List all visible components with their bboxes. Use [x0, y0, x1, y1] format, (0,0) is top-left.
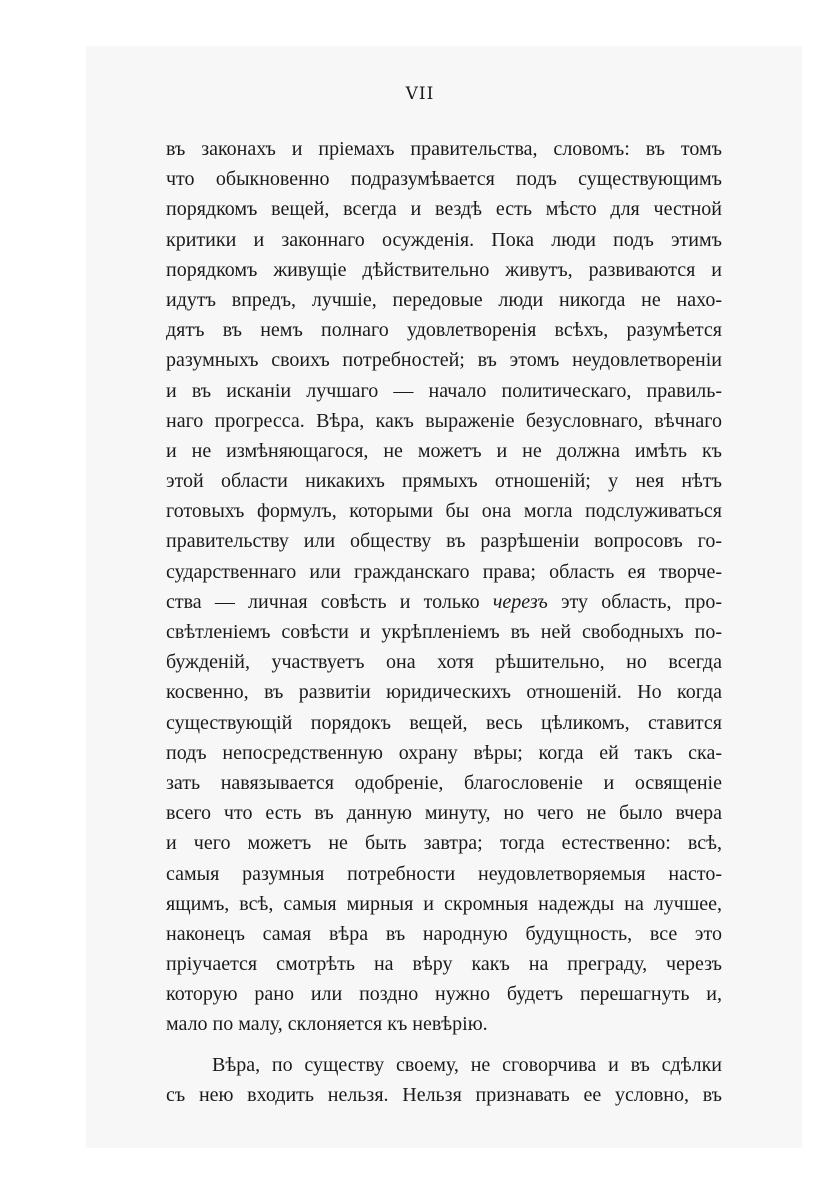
- text-line: наго прогресса. Вѣра, какъ выраженіе безусловнаго, вѣчнаго: [166, 409, 722, 432]
- text-line-paragraph-end: мало по малу, склоняется къ невѣрію.: [166, 1013, 488, 1036]
- text-line: съ нею входить нельзя. Нельзя признавать ее условно, въ: [166, 1083, 722, 1106]
- text-line: этой области никакихъ прямыхъ отношеній; у нея нѣтъ: [166, 470, 722, 493]
- text-line: пріучается смотрѣть на вѣру какъ на преграду, черезъ: [166, 953, 722, 976]
- text-line: и въ исканіи лучшаго — начало политическаго, правиль-: [166, 379, 722, 402]
- text-line: свѣтленіемъ совѣсти и укрѣпленіемъ въ ней свободныхъ по-: [166, 621, 722, 643]
- text-line: что обыкновенно подразумѣвается подъ существующимъ: [166, 168, 722, 191]
- text-line: готовыхъ формулъ, которыми бы она могла подслуживаться: [166, 500, 722, 523]
- text-segment: эту область, про-: [547, 590, 722, 613]
- text-line: подъ непосредственную охрану вѣры; когда ей такъ ска-: [166, 741, 722, 764]
- text-line: ящимъ, всѣ, самыя мирныя и скромныя надежды на лучшее,: [166, 892, 722, 915]
- text-line: и чего можетъ не быть завтра; тогда естественно: всѣ,: [166, 832, 722, 855]
- text-line: сударственнаго или гражданскаго права; область ея творче-: [166, 560, 722, 583]
- text-line: въ законахъ и пріемахъ правительства, словомъ: въ томъ: [166, 138, 722, 160]
- text-line: зать навязывается одобреніе, благословеніе и освященіе: [166, 771, 722, 794]
- text-line: которую рано или поздно нужно будетъ перешагнуть и,: [166, 983, 722, 1006]
- text-line: существующій порядокъ вещей, весь цѣликомъ, ставится: [166, 711, 722, 734]
- page-number: VII: [405, 84, 435, 104]
- text-line: разумныхъ своихъ потребностей; въ этомъ неудовлетвореніи: [166, 349, 722, 372]
- text-line: порядкомъ живущіе дѣйствительно живутъ, развиваются и: [166, 258, 722, 281]
- text-line: порядкомъ вещей, всегда и вездѣ есть мѣсто для честной: [166, 198, 722, 221]
- text-line: наконецъ самая вѣра въ народную будущность, все это: [166, 922, 722, 945]
- paragraph-gap: [166, 1040, 722, 1050]
- text-line: косвенно, въ развитіи юридическихъ отношеній. Но когда: [166, 681, 722, 704]
- body-text: [166, 134, 722, 1110]
- text-line: правительству или обществу въ разрѣшеніи вопросовъ го-: [166, 530, 722, 553]
- text-line: и не измѣняющагося, не можетъ и не должна имѣть къ: [166, 439, 722, 462]
- text-line: самыя разумныя потребности неудовлетворяемыя насто-: [166, 862, 722, 885]
- text-line: бужденій, участвуетъ она хотя рѣшительно, но всегда: [166, 651, 722, 674]
- text-line: идутъ впредъ, лучшіе, передовые люди никогда не нахо-: [166, 288, 722, 311]
- text-segment: ства — личная совѣсть и только: [166, 590, 493, 613]
- italic-word: черезъ: [492, 590, 548, 613]
- text-line: дятъ въ немъ полнаго удовлетворенія всѣхъ, разумѣется: [166, 319, 722, 342]
- text-line: всего что есть въ данную минуту, но чего не было вчера: [166, 802, 722, 825]
- text-line: критики и законнаго осужденія. Пока люди подъ этимъ: [166, 228, 722, 251]
- text-line-with-emphasis: [166, 587, 722, 617]
- text-line-paragraph-start: Вѣра, по существу своему, не сговорчива и въ сдѣлки: [212, 1053, 722, 1076]
